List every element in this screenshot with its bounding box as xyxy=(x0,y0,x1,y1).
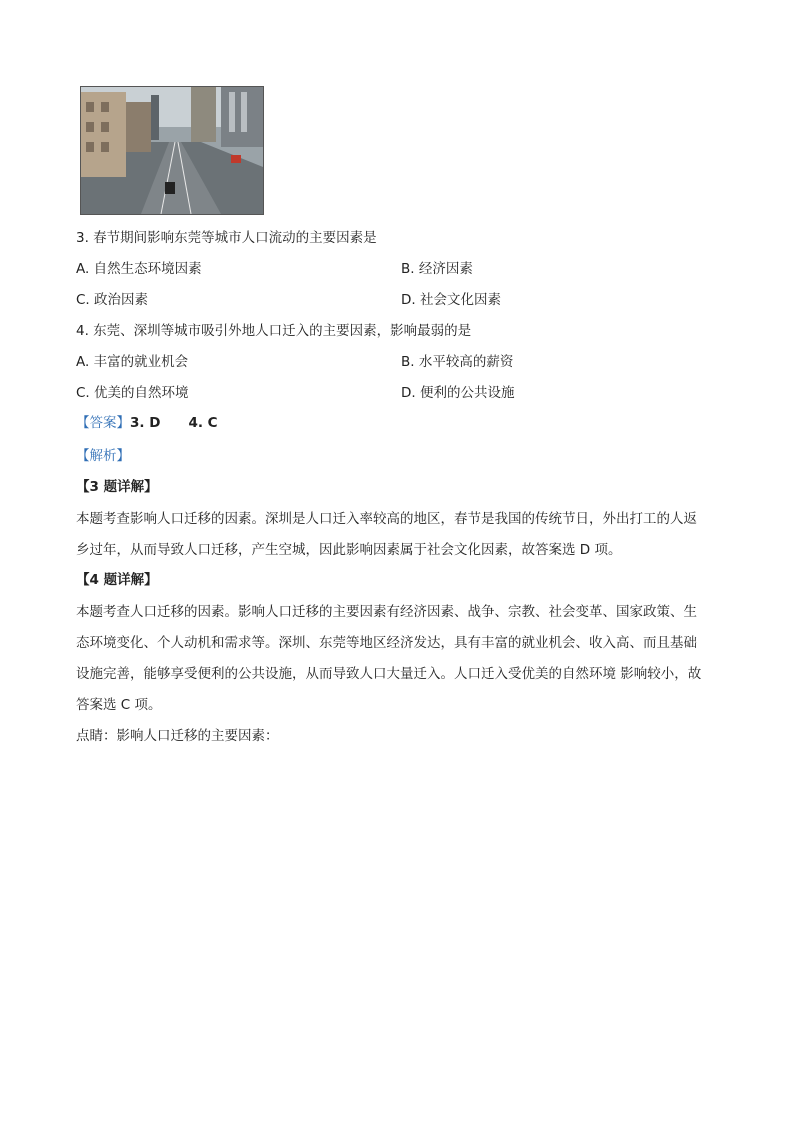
detail-line: 答案选 C 项。 xyxy=(76,697,162,713)
question-4-detail-label: 【4 题详解】 xyxy=(76,572,158,588)
question-3-option-b: B. 经济因素 xyxy=(401,261,473,277)
detail-line: 态环境变化、个人动机和需求等。深圳、东莞等地区经济发达，具有丰富的就业机会、收入高、而且基础 xyxy=(76,635,697,651)
analysis-label: 【解析】 xyxy=(76,448,130,464)
answer-label: 【答案】 xyxy=(76,415,130,431)
question-3-option-c: C. 政治因素 xyxy=(76,292,149,308)
question-4-option-b: B. 水平较高的薪资 xyxy=(401,354,514,370)
detail-line: 本题考查人口迁移的因素。影响人口迁移的主要因素有经济因素、战争、宗教、社会变革、国家政策、生 xyxy=(76,604,697,620)
question-4-option-d: D. 便利的公共设施 xyxy=(401,385,515,401)
question-4-detail-text xyxy=(76,597,736,721)
detail-line: 本题考查影响人口迁移的因素。深圳是人口迁入率较高的地区，春节是我国的传统节日，外出打工的人返 xyxy=(76,511,697,527)
question-3-option-d: D. 社会文化因素 xyxy=(401,292,501,308)
note-line: 点睛：影响人口迁移的主要因素： xyxy=(76,728,279,744)
answer-line xyxy=(76,413,218,433)
question-4-option-c: C. 优美的自然环境 xyxy=(76,385,189,401)
question-4-option-a: A. 丰富的就业机会 xyxy=(76,354,189,370)
question-3-detail-text xyxy=(76,504,736,566)
detail-line: 设施完善，能够享受便利的公共设施，从而导致人口大量迁入。人口迁入受优美的自然环境 影响较小，故 xyxy=(76,666,702,682)
question-3-option-a: A. 自然生态环境因素 xyxy=(76,261,202,277)
detail-line: 乡过年，从而导致人口迁移，产生空城，因此影响因素属于社会文化因素，故答案选 D 项。 xyxy=(76,542,622,558)
question-4-stem: 4. 东莞、深圳等城市吸引外地人口迁入的主要因素，影响最弱的是 xyxy=(76,323,472,339)
question-3-stem: 3. 春节期间影响东莞等城市人口流动的主要因素是 xyxy=(76,230,377,246)
answer-3: 3. D xyxy=(130,415,161,431)
question-3-detail-label: 【3 题详解】 xyxy=(76,479,158,495)
answer-4: 4. C xyxy=(188,415,218,431)
city-street-photo xyxy=(80,86,264,215)
